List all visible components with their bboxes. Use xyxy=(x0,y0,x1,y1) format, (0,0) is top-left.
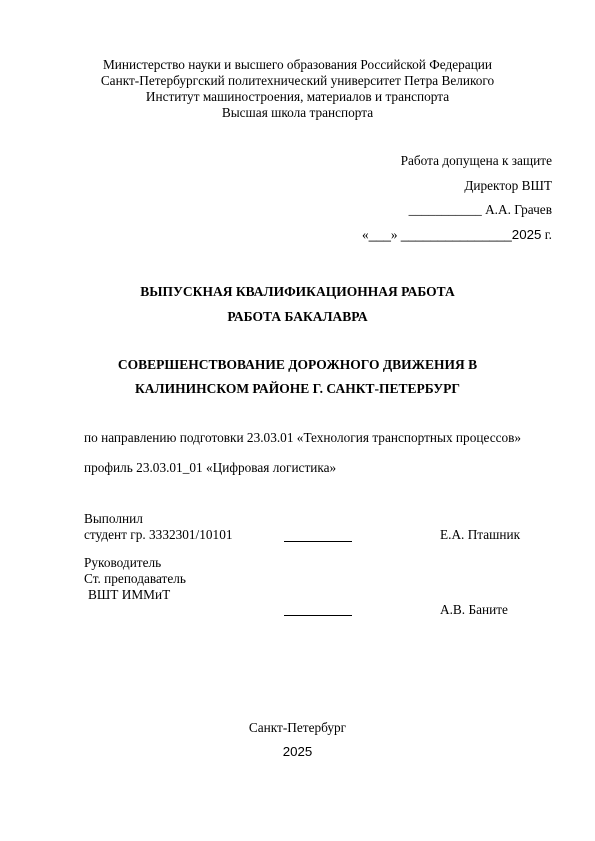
performer-role: студент гр. 3332301/10101 xyxy=(84,527,233,542)
work-title-line2: КАЛИНИНСКОМ РАЙОНЕ Г. САНКТ-ПЕТЕРБУРГ xyxy=(135,381,460,396)
supervisor-position: Ст. преподаватель xyxy=(84,571,186,586)
work-type: ВЫПУСКНАЯ КВАЛИФИКАЦИОННАЯ РАБОТА xyxy=(140,284,455,299)
signature-blank: ___________ xyxy=(408,202,482,217)
profile-text: профиль 23.03.01_01 «Цифровая логистика» xyxy=(84,460,337,475)
institute-line: Институт машиностроения, материалов и транспорта xyxy=(145,89,450,104)
footer-year: 2025 xyxy=(282,744,313,759)
approval-date-line xyxy=(362,227,552,243)
supervisor-label: Руководитель xyxy=(84,555,162,570)
approval-director: Директор ВШТ xyxy=(464,178,552,193)
performer-label: Выполнил xyxy=(84,511,143,526)
month-blank: _______________ xyxy=(400,227,512,242)
footer-city: Санкт-Петербург xyxy=(248,720,347,735)
performer-name: Е.А. Пташник xyxy=(440,527,521,542)
year-suffix: г. xyxy=(544,227,552,242)
director-name: А.А. Грачев xyxy=(485,202,552,217)
supervisor-signature-line xyxy=(284,615,352,616)
ministry-line: Министерство науки и высшего образования Российской Федерации xyxy=(102,57,493,72)
date-year: 2025 xyxy=(511,227,542,242)
approval-admitted: Работа допущена к защите xyxy=(400,153,552,168)
school-line: Высшая школа транспорта xyxy=(221,105,374,120)
work-degree: РАБОТА БАКАЛАВРА xyxy=(227,309,368,324)
approval-signature-line xyxy=(409,202,552,218)
supervisor-department: ВШТ ИММиТ xyxy=(88,587,171,602)
date-close-quote: » xyxy=(390,227,398,242)
date-open-quote: « xyxy=(362,227,369,242)
performer-signature-line xyxy=(284,541,352,542)
supervisor-name: А.В. Баните xyxy=(440,602,508,617)
work-title-line1: СОВЕРШЕНСТВОВАНИЕ ДОРОЖНОГО ДВИЖЕНИЯ В xyxy=(117,357,478,372)
day-blank: ___ xyxy=(368,227,391,242)
university-line: Санкт-Петербургский политехнический университет Петра Великого xyxy=(100,73,495,88)
direction-text: по направлению подготовки 23.03.01 «Технология транспортных процессов» xyxy=(84,430,522,445)
